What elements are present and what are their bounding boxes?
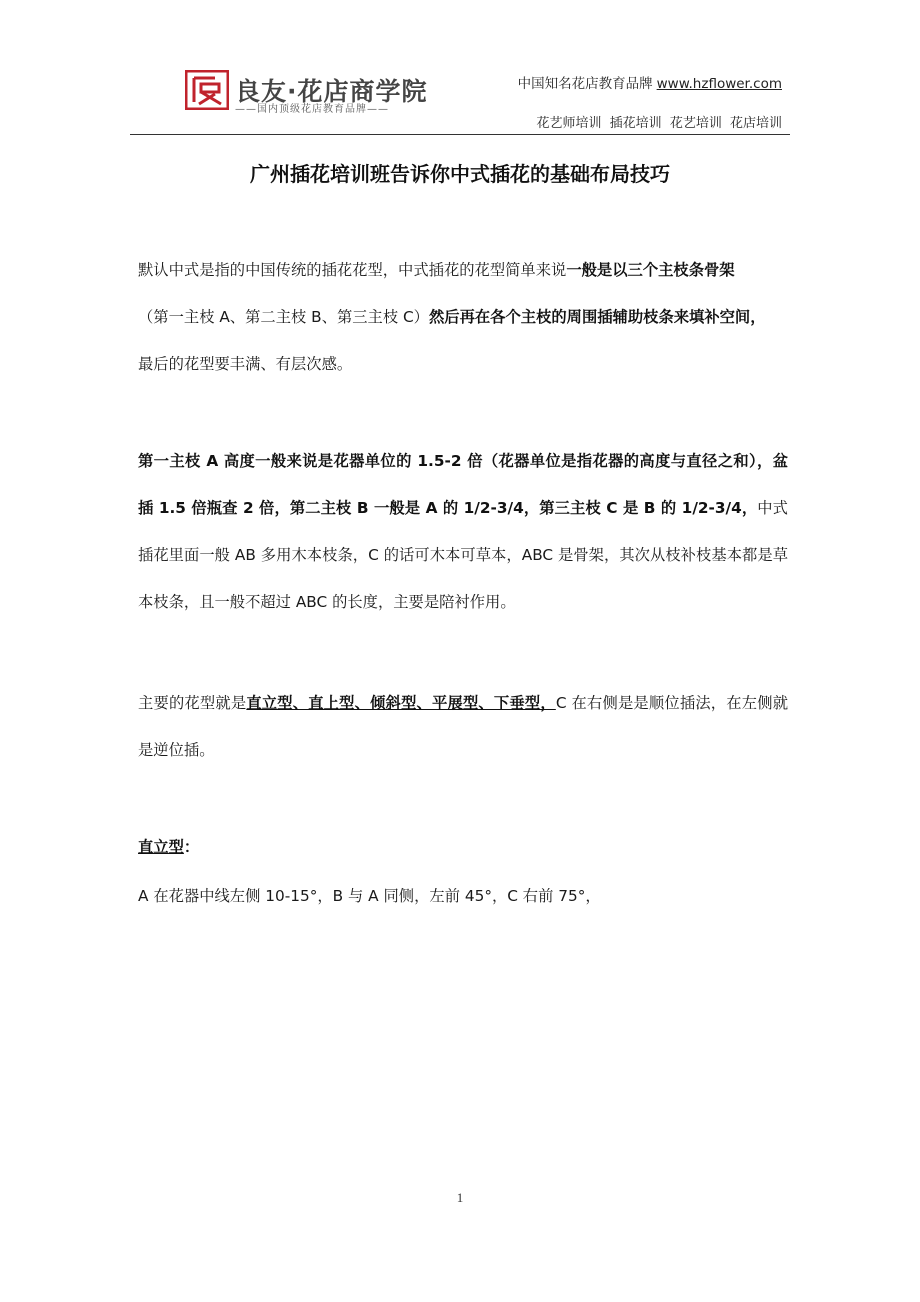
intro-text-2: （第一主枝 A、第二主枝 B、第三主枝 C） — [138, 308, 429, 326]
header-link-florist-training[interactable]: 花艺师培训 — [536, 116, 602, 131]
intro-text-1: 默认中式是指的中国传统的插花花型，中式插花的花型简单来说 — [138, 261, 567, 279]
paragraph-upright: A 在花器中线左侧 10-15°，B 与 A 同侧，左前 45°，C 右前 75°， — [138, 887, 601, 905]
section-heading-upright — [138, 824, 788, 871]
header-tagline — [518, 72, 782, 92]
paragraph-proportions — [138, 438, 788, 626]
website-link[interactable]: www.hzflower.com — [656, 76, 782, 92]
intro-bold-1: 一般是以三个主枝条骨架 — [566, 261, 735, 279]
header-link-flower-arranging[interactable]: 插花培训 — [609, 116, 662, 131]
paragraph-intro — [138, 247, 788, 388]
styles-text-1: 主要的花型就是 — [138, 694, 247, 712]
styles-bold: 直立型、直上型、倾斜型、平展型、下垂型， — [246, 694, 556, 712]
upright-heading: 直立型 — [138, 838, 184, 856]
proportions-text: 中式插花里面一般 AB 多用木本枝条，C 的话可木本可草本，ABC 是骨架，其次从枝补枝基本都是草本枝条，且一般不超过 ABC 的长度，主要是陪衬作用。 — [138, 499, 788, 611]
intro-bold-2: 然后再在各个主枝的周围插辅助枝条来填补空间， — [428, 308, 766, 326]
styles-text-2: C 在右侧是是顺位插法，在左侧就是逆位插。 — [138, 694, 788, 759]
header-link-floral-art[interactable]: 花艺培训 — [669, 116, 722, 131]
logo-name: 良友·花店商学院 — [235, 77, 428, 106]
page-header — [0, 0, 920, 140]
paragraph-styles — [138, 680, 788, 774]
tagline-text: 中国知名花店教育品牌 — [517, 76, 653, 92]
logo-subtitle: ——国内顶级花店教育品牌—— — [235, 104, 389, 115]
header-link-flower-shop[interactable]: 花店培训 — [729, 116, 782, 131]
header-divider — [130, 134, 790, 135]
brand-logo — [185, 70, 475, 114]
page-number: 1 — [456, 1190, 464, 1205]
logo-icon — [185, 70, 229, 110]
header-links — [533, 112, 782, 131]
intro-text-3: 最后的花型要丰满、有层次感。 — [138, 355, 353, 373]
upright-colon: ： — [183, 838, 200, 856]
page-title: 广州插花培训班告诉你中式插花的基础布局技巧 — [250, 162, 670, 186]
proportions-bold: 第一主枝 A 高度一般来说是花器单位的 1.5-2 倍（花器单位是指花器的高度与直径之和），盆插 1.5 倍瓶查 2 倍，第二主枝 B 一般是 A 的 1/2-3/4，第三主枝 C 是 B 的 1/2-3/4， — [138, 452, 788, 517]
